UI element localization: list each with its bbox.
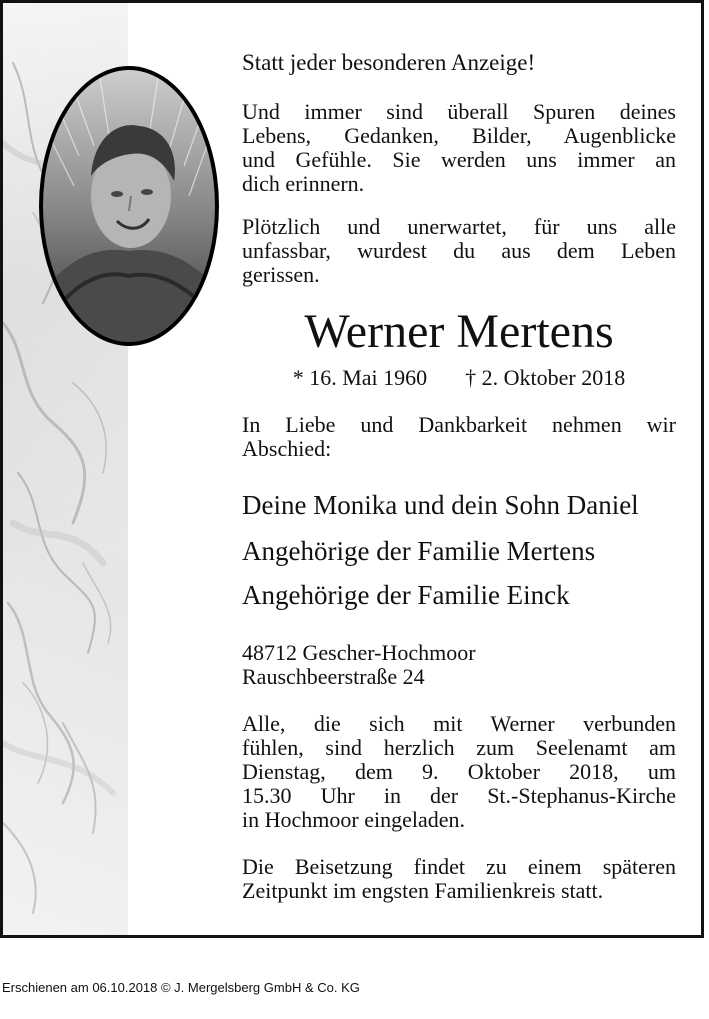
family-line: Angehörige der Familie Einck xyxy=(242,580,570,610)
birth-date: * 16. Mai 1960 xyxy=(292,365,428,390)
intro-line: unfassbar, wurdest du aus dem Leben xyxy=(242,238,676,263)
life-dates xyxy=(242,366,676,390)
verse-line: und Gefühle. Sie werden uns immer an xyxy=(242,147,676,172)
burial-line: Zeitpunkt im engsten Familienkreis statt. xyxy=(242,878,604,903)
service-line: in Hochmoor eingeladen. xyxy=(242,807,465,832)
service-line: 15.30 Uhr in der St.-Stephanus-Kirche xyxy=(242,783,676,808)
address-block xyxy=(242,641,676,689)
death-date: † 2. Oktober 2018 xyxy=(465,365,626,390)
service-line: Dienstag, dem 9. Oktober 2018, um xyxy=(242,759,676,784)
burial-line: Die Beisetzung findet zu einem späteren xyxy=(242,854,676,879)
family-line: Deine Monika und dein Sohn Daniel xyxy=(242,490,639,520)
deceased-name: Werner Mertens xyxy=(304,305,614,358)
service-paragraph xyxy=(242,712,676,832)
service-line: fühlen, sind herzlich zum Seelenamt am xyxy=(242,735,676,760)
address-line: Rauschbeerstraße 24 xyxy=(242,664,425,689)
portrait-image xyxy=(39,66,219,346)
verse-line: dich erinnern. xyxy=(242,171,365,196)
intro-line: gerissen. xyxy=(242,262,320,287)
portrait-photo xyxy=(39,66,219,346)
verse-line: Und immer sind überall Spuren deines xyxy=(242,99,676,124)
notice-heading: Statt jeder besonderen Anzeige! xyxy=(242,50,536,75)
publication-footer: Erschienen am 06.10.2018 © J. Mergelsberg GmbH & Co. KG xyxy=(2,980,360,995)
farewell-paragraph xyxy=(242,413,676,461)
address-line: 48712 Gescher-Hochmoor xyxy=(242,640,476,665)
verse-paragraph xyxy=(242,100,676,196)
farewell-line: In Liebe und Dankbarkeit nehmen wir xyxy=(242,412,676,437)
intro-line: Plötzlich und unerwartet, für uns alle xyxy=(242,214,676,239)
farewell-line: Abschied: xyxy=(242,436,332,461)
burial-paragraph xyxy=(242,855,676,903)
service-line: Alle, die sich mit Werner verbunden xyxy=(242,711,676,736)
verse-line: Lebens, Gedanken, Bilder, Augenblicke xyxy=(242,123,676,148)
family-line: Angehörige der Familie Mertens xyxy=(242,536,596,566)
intro-paragraph xyxy=(242,215,676,287)
